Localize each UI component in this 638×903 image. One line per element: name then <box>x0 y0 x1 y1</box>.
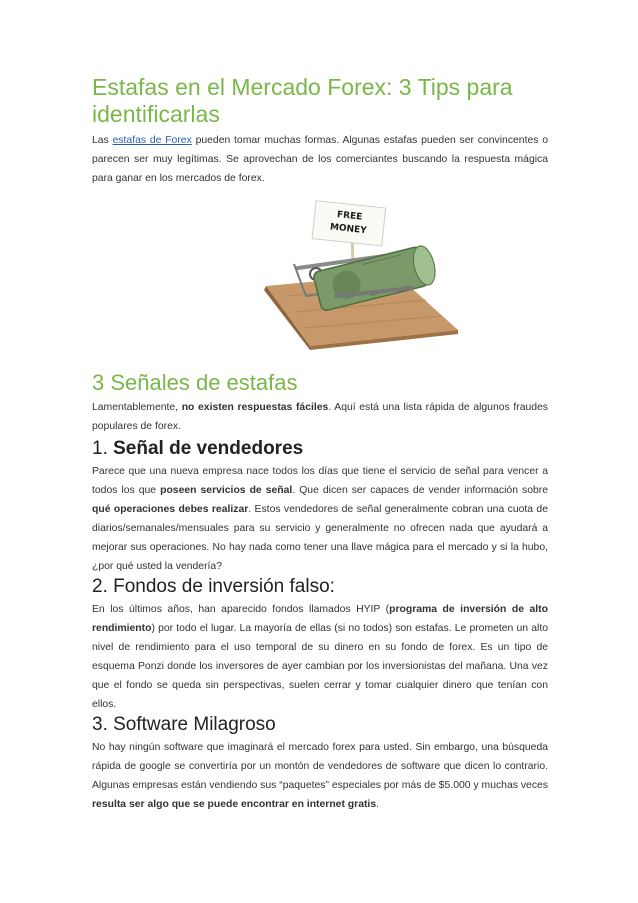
section-title: 3 Señales de estafas <box>92 370 298 395</box>
item1-bold-1: poseen servicios de señal <box>160 485 293 496</box>
item1-heading <box>92 438 548 460</box>
sign-word: FREE <box>336 210 363 223</box>
sign-word: MONEY <box>329 222 368 237</box>
intro-text-after: pueden tomar muchas formas. Algunas estafas pueden ser convincentes o parecen ser muy legítimas. Se aprovechan de los comerciantes buscando la respuesta mágica para ganar en los mercados de forex. <box>92 135 549 184</box>
section-intro-text-after: . Aquí está una lista rápida de algunos fraudes populares de forex. <box>92 402 548 432</box>
item1-bold-2: qué operaciones debes realizar <box>92 504 249 515</box>
free-money-mousetrap-image <box>246 200 476 350</box>
item1-number: 1. <box>92 438 114 459</box>
intro-paragraph <box>92 131 548 188</box>
item2-bold-1: programa de inversión de alto rendimiento <box>92 604 548 634</box>
intro-text-before: Las <box>92 135 113 146</box>
item2-text-2: ) por todo el lugar. La mayoría de ellas (si no todos) son estafas. Le prometen un alto nivel de rendimiento para el uso temporal de su dinero en su fondo de forex. Es un tipo de esquema Ponzi donde los inversores de ayer cambian por los inversionistas del mañana. Una vez que el fondo se queda sin perspectivas, suelen cerrar y tomar cualquier dinero que tenían con ellos. <box>92 623 548 710</box>
item2-heading: 2. Fondos de inversión falso: <box>92 576 335 597</box>
item3-bold-1: resulta ser algo que se puede encontrar en internet gratis <box>92 799 377 810</box>
item1-paragraph <box>92 462 548 576</box>
item3-text-1: No hay ningún software que imaginará el mercado forex para usted. Sin embargo, una búsqueda rápida de google se convertiría por un montón de vendedores de software que dicen lo contrario. Algunas empresas están vendiendo sus “paquetes” especiales por más de $5.000 y muchas veces <box>92 742 548 791</box>
item1-text-3: . Estos vendedores de señal generalmente cobran una cuota de diarios/semanales/mensuales para su servicio y generalmente no ofrecen nada que ayudará a mejorar sus operaciones. No hay nada como tener una llave mágica para el mercado y si la hubo, ¿por qué usted la vendería? <box>92 504 548 572</box>
item2-paragraph <box>92 600 548 714</box>
item1-text-2: . Que dicen ser capaces de vender información sobre <box>292 485 549 496</box>
mousetrap-money-icon <box>246 200 476 350</box>
section-intro-paragraph <box>92 398 548 436</box>
item3-text-2: . <box>376 799 379 810</box>
forex-scams-link[interactable]: estafas de Forex <box>112 135 192 146</box>
item3-paragraph <box>92 738 548 814</box>
section-intro-bold: no existen respuestas fáciles <box>181 402 329 413</box>
item1-heading-text: Señal de vendedores <box>113 438 304 459</box>
item2-text-1: En los últimos años, han aparecido fondos llamados HYIP ( <box>92 604 390 615</box>
article-title: Estafas en el Mercado Forex: 3 Tips para identificarlas <box>92 74 513 127</box>
item3-heading: 3. Software Milagroso <box>92 714 276 735</box>
section-intro-text: Lamentablemente, <box>92 402 182 413</box>
item1-text-1: Parece que una nueva empresa nace todos los días que tiene el servicio de señal para vencer a todos los que <box>92 466 548 496</box>
article <box>92 74 548 814</box>
